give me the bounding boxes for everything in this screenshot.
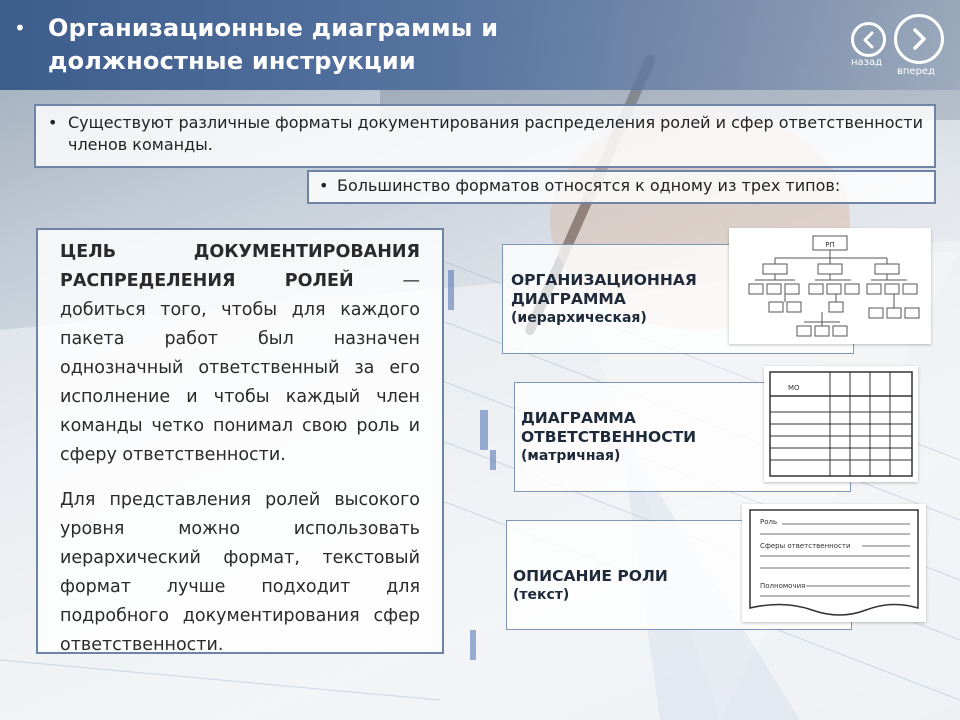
type-title-line2: ОТВЕТСТВЕННОСТИ xyxy=(521,428,697,446)
type-title-role xyxy=(513,567,668,605)
org-root-label: РП xyxy=(825,241,835,249)
title-bullet: • xyxy=(14,16,26,40)
info-text-formats: Существуют различные форматы документирования распределения ролей и сфер ответственности членов команды. xyxy=(68,113,924,154)
info-bullet: • xyxy=(319,176,329,195)
type-title-line1: ОПИСАНИЕ РОЛИ xyxy=(513,567,668,585)
info-box-types xyxy=(307,170,936,204)
role-description-document xyxy=(742,504,926,622)
org-chart-thumbnail xyxy=(729,228,931,344)
info-text-types: Большинство форматов относятся к одному из трех типов: xyxy=(337,176,841,195)
role-description-thumbnail xyxy=(742,504,926,622)
chevron-left-icon xyxy=(859,30,879,50)
goal-rest: — добиться того, чтобы для каждого пакета работ был назначен однозначный ответственный за его исполнение и чтобы каждый член команды четко понимал свою роль и сферу ответственности. xyxy=(60,271,420,465)
type-title-org-chart xyxy=(511,271,697,328)
type-title-matrix xyxy=(521,409,696,466)
forward-button[interactable] xyxy=(894,14,944,64)
back-button[interactable] xyxy=(851,22,886,57)
goal-text-panel xyxy=(36,228,444,654)
role-line-label: Роль xyxy=(760,518,778,526)
type-subtitle: (иерархическая) xyxy=(511,310,647,326)
type-title-line1: ОРГАНИЗАЦИОННАЯ xyxy=(511,271,697,289)
title-line-2: должностные инструкции xyxy=(48,47,416,75)
back-label[interactable]: назад xyxy=(851,57,883,68)
type-subtitle: (матричная) xyxy=(521,448,621,464)
forward-label[interactable]: вперед xyxy=(897,66,935,77)
type-subtitle: (текст) xyxy=(513,587,570,603)
goal-paragraph xyxy=(60,238,420,470)
chevron-right-icon xyxy=(906,26,932,52)
type-title-line2: ДИАГРАММА xyxy=(511,290,626,308)
info-box-formats xyxy=(34,104,936,168)
matrix-diagram xyxy=(764,366,918,482)
matrix-thumbnail xyxy=(764,366,918,482)
org-chart-diagram xyxy=(729,228,931,344)
type-title-line1: ДИАГРАММА xyxy=(521,409,636,427)
info-bullet: • xyxy=(48,113,58,132)
slide-header xyxy=(0,0,960,90)
slide-title xyxy=(48,12,608,78)
format-paragraph: Для представления ролей высокого уровня можно использовать иерархический формат, текстовый формат лучше подходит для подробного документирования сфер ответственности. xyxy=(60,490,420,655)
matrix-corner-label: МО xyxy=(788,384,800,392)
authority-line-label: Полномочия xyxy=(760,582,806,590)
responsibility-line-label: Сферы ответственности xyxy=(760,542,851,550)
title-line-1: Организационные диаграммы и xyxy=(48,14,499,42)
goal-lead: ЦЕЛЬ ДОКУМЕНТИРОВАНИЯ РАСПРЕДЕЛЕНИЯ РОЛЕЙ xyxy=(60,242,420,291)
